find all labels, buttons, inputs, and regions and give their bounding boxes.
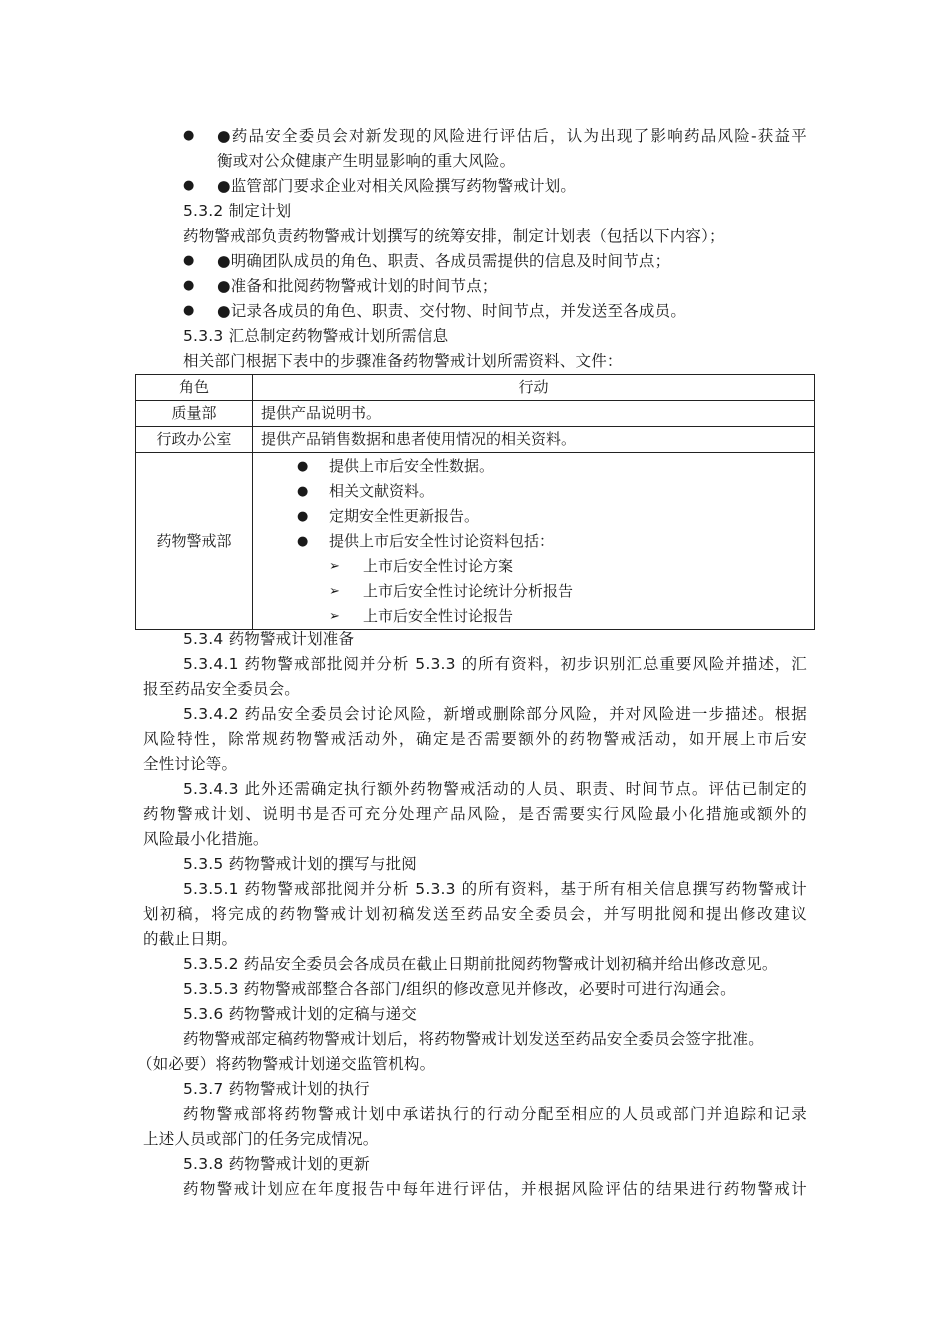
bullet-mark: ● — [183, 303, 195, 318]
table-row — [136, 427, 815, 453]
sub-list-item: 上市后安全性讨论统计分析报告 — [363, 582, 574, 600]
paragraph-line: 药物警戒部将药物警戒计划中承诺执行的行动分配至相应的人员或部门并追踪和记录 — [183, 1105, 807, 1123]
table-cell-role: 行政办公室 — [136, 427, 253, 453]
paragraph-line: 报至药品安全委员会。 — [143, 680, 301, 698]
paragraph: 相关部门根据下表中的步骤准备药物警戒计划所需资料、文件： — [183, 352, 623, 370]
roles-table — [135, 374, 815, 630]
paragraph-line: 药物警戒计划应在年度报告中每年进行评估，并根据风险评估的结果进行药物警戒计 — [183, 1180, 807, 1198]
paragraph-line: 药物警戒计划、说明书是否可充分处理产品风险，是否需要实行风险最小化措施或额外的 — [143, 805, 807, 823]
section-heading-538: 5.3.8 药物警戒计划的更新 — [183, 1155, 370, 1173]
table-cell-action: 提供产品销售数据和患者使用情况的相关资料。 — [253, 427, 815, 453]
table-row — [136, 453, 815, 630]
action-list — [253, 453, 814, 629]
table-cell-action: 提供产品说明书。 — [253, 401, 815, 427]
bullet-mark: ● — [297, 484, 309, 499]
paragraph-line: 风险特性，除常规药物警戒活动外，确定是否需要额外的药物警戒活动，如开展上市后安 — [143, 730, 807, 748]
table-cell-role: 质量部 — [136, 401, 253, 427]
list-item: 相关文献资料。 — [329, 482, 435, 500]
paragraph-line: （如必要）将药物警戒计划递交监管机构。 — [137, 1055, 436, 1073]
table-cell-role: 药物警戒部 — [136, 453, 253, 630]
section-heading-534: 5.3.4 药物警戒计划准备 — [183, 630, 355, 648]
paragraph-line: 5.3.5.2 药品安全委员会各成员在截止日期前批阅药物警戒计划初稿并给出修改意见。 — [183, 955, 778, 973]
bullet-mark: ● — [297, 509, 309, 524]
table-header-action: 行动 — [253, 375, 815, 401]
bullet-mark: ● — [297, 534, 309, 549]
arrow-bullet-icon: ➢ — [329, 584, 340, 599]
bullet-mark: ● — [183, 178, 195, 193]
bullet-text: ●记录各成员的角色、职责、交付物、时间节点，并发送至各成员。 — [217, 302, 687, 320]
list-item: 定期安全性更新报告。 — [329, 507, 480, 525]
section-heading-536: 5.3.6 药物警戒计划的定稿与递交 — [183, 1005, 417, 1023]
sub-list-item: 上市后安全性讨论报告 — [363, 607, 514, 625]
bullet-text: ●监管部门要求企业对相关风险撰写药物警戒计划。 — [217, 177, 577, 195]
bullet-text: ●明确团队成员的角色、职责、各成员需提供的信息及时间节点； — [217, 252, 671, 270]
paragraph-line: 全性讨论等。 — [143, 755, 238, 773]
arrow-bullet-icon: ➢ — [329, 609, 340, 624]
list-item: 提供上市后安全性讨论资料包括： — [329, 532, 555, 550]
table-row — [136, 401, 815, 427]
paragraph-line: 5.3.5.1 药物警戒部批阅并分析 5.3.3 的所有资料，基于所有相关信息撰写药物警戒计 — [183, 880, 807, 898]
bullet-mark: ● — [183, 278, 195, 293]
paragraph-line: 风险最小化措施。 — [143, 830, 269, 848]
bullet-mark: ● — [183, 253, 195, 268]
arrow-bullet-icon: ➢ — [329, 559, 340, 574]
bullet-text-cont: 衡或对公众健康产生明显影响的重大风险。 — [217, 152, 516, 170]
sub-list-item: 上市后安全性讨论方案 — [363, 557, 514, 575]
section-heading-532: 5.3.2 制定计划 — [183, 202, 292, 220]
section-heading-535: 5.3.5 药物警戒计划的撰写与批阅 — [183, 855, 417, 873]
paragraph-line: 5.3.4.1 药物警戒部批阅并分析 5.3.3 的所有资料，初步识别汇总重要风险并描述，汇 — [183, 655, 807, 673]
bullet-text: ●药品安全委员会对新发现的风险进行评估后，认为出现了影响药品风险-获益平 — [217, 127, 807, 145]
paragraph-line: 上述人员或部门的任务完成情况。 — [143, 1130, 379, 1148]
bullet-text: ●准备和批阅药物警戒计划的时间节点； — [217, 277, 498, 295]
paragraph-line: 药物警戒部定稿药物警戒计划后，将药物警戒计划发送至药品安全委员会签字批准。 — [183, 1030, 764, 1048]
paragraph-line: 划初稿，将完成的药物警戒计划初稿发送至药品安全委员会，并写明批阅和提出修改建议 — [143, 905, 807, 923]
bullet-mark: ● — [297, 459, 309, 474]
list-item: 提供上市后安全性数据。 — [329, 457, 495, 475]
section-heading-533: 5.3.3 汇总制定药物警戒计划所需信息 — [183, 327, 449, 345]
paragraph-line: 5.3.4.3 此外还需确定执行额外药物警戒活动的人员、职责、时间节点。评估已制定的 — [183, 780, 807, 798]
paragraph-line: 5.3.5.3 药物警戒部整合各部门/组织的修改意见并修改，必要时可进行沟通会。 — [183, 980, 736, 998]
table-header-role: 角色 — [136, 375, 253, 401]
paragraph-line: 的截止日期。 — [143, 930, 238, 948]
bullet-mark: ● — [183, 128, 195, 143]
table-header-row — [136, 375, 815, 401]
table-cell-action-list — [253, 453, 815, 630]
section-heading-537: 5.3.7 药物警戒计划的执行 — [183, 1080, 370, 1098]
paragraph-line: 5.3.4.2 药品安全委员会讨论风险，新增或删除部分风险，并对风险进一步描述。根据 — [183, 705, 807, 723]
paragraph: 药物警戒部负责药物警戒计划撰写的统筹安排，制定计划表（包括以下内容）； — [183, 227, 725, 245]
